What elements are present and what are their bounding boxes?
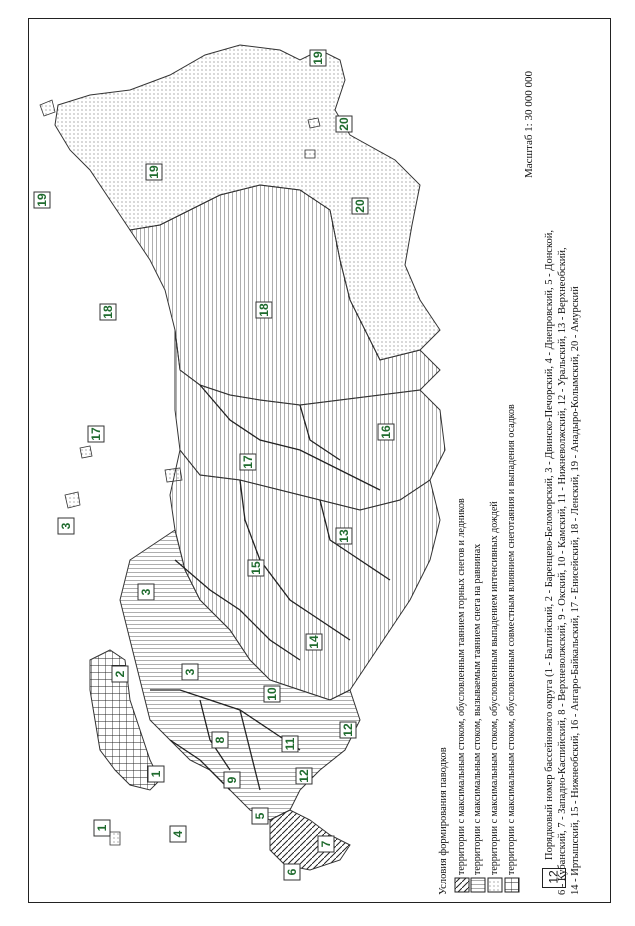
district-badge-9 <box>224 772 240 788</box>
svg-text:9: 9 <box>225 776 239 784</box>
svg-text:17: 17 <box>89 427 103 441</box>
svg-text:18: 18 <box>101 305 115 319</box>
svg-text:19: 19 <box>147 165 161 179</box>
district-badge-6 <box>284 864 300 880</box>
svg-text:18: 18 <box>257 303 271 317</box>
svg-text:8: 8 <box>213 736 227 744</box>
svg-text:3: 3 <box>139 588 153 596</box>
legend-title: Условия формирования паводков <box>438 747 449 895</box>
svg-text:15: 15 <box>249 561 263 575</box>
svg-text:6: 6 <box>285 868 299 876</box>
district-badge-12 <box>340 722 356 738</box>
legend-swatch-vert <box>471 878 485 892</box>
district-badge-18 <box>256 302 272 318</box>
svg-text:11: 11 <box>283 737 297 751</box>
district-badge-1 <box>94 820 110 836</box>
district-badge-17b <box>88 426 104 442</box>
territory-diag <box>270 810 350 870</box>
legend-swatches <box>455 878 519 892</box>
map-scale: Масштаб 1: 30 000 000 <box>523 71 535 178</box>
district-badge-5 <box>252 808 268 824</box>
svg-text:3: 3 <box>183 668 197 676</box>
svg-text:20: 20 <box>353 199 367 213</box>
district-badge-7 <box>318 836 334 852</box>
district-badge-19 <box>146 164 162 180</box>
legend-swatch-diag <box>455 878 469 892</box>
svg-text:19: 19 <box>35 193 49 207</box>
district-badge-12b <box>296 768 312 784</box>
district-badge-19b <box>34 192 50 208</box>
legend-label-diag: территории с максимальным стоком, обусловленным таянием горных снегов и ледников <box>456 498 467 875</box>
svg-text:2: 2 <box>113 670 127 678</box>
district-badge-13 <box>336 528 352 544</box>
district-badge-8 <box>212 732 228 748</box>
district-badge-18b <box>100 304 116 320</box>
legend-label-dots: территории с максимальным стоком, обусловленным выпадением интенсивных дождей <box>489 501 500 875</box>
district-badge-4 <box>170 826 186 842</box>
svg-text:16: 16 <box>379 425 393 439</box>
district-badge-19c <box>310 50 326 66</box>
svg-text:12: 12 <box>297 769 311 783</box>
svg-text:12: 12 <box>341 723 355 737</box>
svg-text:14: 14 <box>307 635 321 649</box>
district-badge-20 <box>352 198 368 214</box>
district-badge-3c <box>58 518 74 534</box>
district-badge-10 <box>264 686 280 702</box>
svg-text:20: 20 <box>337 117 351 131</box>
svg-text:4: 4 <box>171 830 185 838</box>
svg-text:1: 1 <box>149 770 163 778</box>
district-badge-11 <box>282 736 298 752</box>
district-badge-16 <box>378 424 394 440</box>
footnote-line-3: 14 - Иртышский, 15 - Нижнеобский, 16 - Ангаро-Байкальский, 17 - Енисейский, 18 - Ленский, 19 - Анадыро-Колымский, 20 - Амурский <box>570 286 581 895</box>
district-badge-17 <box>240 454 256 470</box>
svg-text:19: 19 <box>311 51 325 65</box>
example-number: 12 <box>546 870 561 884</box>
district-badge-14 <box>306 634 322 650</box>
district-badge-3b <box>138 584 154 600</box>
legend-swatch-grid <box>505 878 519 892</box>
legend-label-grid: территории с максимальным стоком, обусловленным совместным влиянием снеготаяния и выпадения осадков <box>506 404 517 875</box>
footnote-line-2: 6 - Кубанский, 7 - Западно-Каспийский, 8 - Верхневолжский, 9 - Окский, 10 - Камский, 11 - Нижневолжский, 12 - Уральский, 13 - Верхнеобский, <box>557 247 568 895</box>
svg-text:1: 1 <box>95 824 109 832</box>
legend-label-vert: территории с максимальным стоком, вызываемым таянием снега на равнинах <box>472 543 483 875</box>
district-badge-2 <box>112 666 128 682</box>
svg-text:17: 17 <box>241 455 255 469</box>
svg-text:3: 3 <box>59 522 73 530</box>
footnote-line-1: Порядковый номер бассейнового округа (1 - Балтийский, 2 - Баренцево-Беломорский, 3 - Двинско-Печорский, 4 - Днепровский, 5 - Донской, <box>544 229 555 860</box>
legend-swatch-dots <box>488 878 502 892</box>
district-badge-3 <box>182 664 198 680</box>
svg-text:5: 5 <box>253 812 267 820</box>
district-badge-20b <box>336 116 352 132</box>
svg-text:7: 7 <box>319 840 333 848</box>
svg-text:13: 13 <box>337 529 351 543</box>
district-badge-1b <box>148 766 164 782</box>
svg-text:10: 10 <box>265 687 279 701</box>
district-badge-15 <box>248 560 264 576</box>
